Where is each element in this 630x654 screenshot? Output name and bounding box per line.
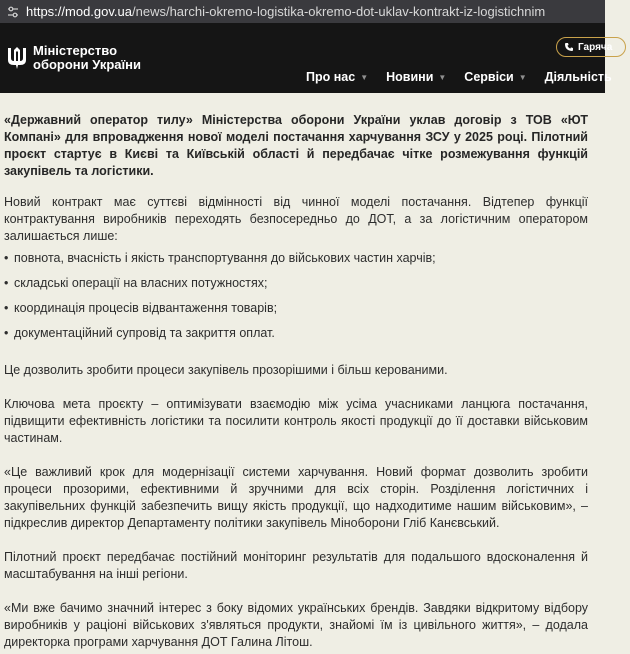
url-host: https://mod.gov.ua bbox=[26, 4, 132, 19]
nav-item-services[interactable] bbox=[464, 70, 526, 84]
chevron-down-icon: ▼ bbox=[518, 72, 527, 82]
nav-item-activity[interactable] bbox=[545, 70, 612, 84]
chevron-down-icon: ▼ bbox=[438, 72, 447, 82]
nav-item-about[interactable] bbox=[306, 70, 368, 84]
main-nav bbox=[306, 70, 630, 90]
logistics-duties-list bbox=[4, 250, 588, 342]
list-item: • складські операції на власних потужностях; bbox=[4, 275, 588, 292]
article-quote: «Це важливий крок для модернізації системи харчування. Новий формат дозволить зробити процеси прозорими, ефективними й зручними для всіх сторін. Розділення логістичних і закупівельних функцій забезпечить вищу якість продукції, що надходитиме нашим військовим», – підкреслив директор Департаменту політики закупівель Міноборони Гліб Канєвський. bbox=[4, 465, 588, 530]
site-brand[interactable] bbox=[33, 44, 141, 72]
list-item: • повнота, вчасність і якість транспортування до військових частин харчів; bbox=[4, 250, 588, 267]
nav-label: Про нас bbox=[306, 70, 356, 84]
article-quote: «Ми вже бачимо значний інтерес з боку відомих українських брендів. Завдяки відкритому відбору виробників у раціоні військових з'являться продукти, знайомі їм із цивільного життя», – додала директорка програми харчування ДОТ Галина Літош. bbox=[4, 601, 588, 649]
hotline-button[interactable] bbox=[556, 37, 626, 57]
browser-address-bar[interactable] bbox=[0, 0, 605, 23]
brand-line-2: оборони України bbox=[33, 57, 142, 72]
url-path: /news/harchi-okremo-logistika-okremo-dot-uklav-kontrakt-iz-logistichnim bbox=[132, 4, 546, 19]
nav-label: Новини bbox=[386, 70, 434, 84]
nav-label: Сервіси bbox=[464, 70, 514, 84]
nav-label: Діяльність bbox=[544, 70, 612, 84]
phone-icon bbox=[564, 42, 574, 52]
brand-line-1: Міністерство bbox=[33, 43, 118, 58]
url-text[interactable] bbox=[26, 4, 545, 19]
chevron-down-icon: ▼ bbox=[360, 72, 369, 82]
article-paragraph: Ключова мета проєкту – оптимізувати взаємодію між усіма учасниками ланцюга постачання, підвищити ефективність логістики та посилити контроль якості продукції до її доставки військовим частинам. bbox=[4, 397, 588, 445]
nav-item-news[interactable] bbox=[386, 70, 446, 84]
article-lead: «Державний оператор тилу» Міністерства оборони України уклав договір з ТОВ «ЮТ Компані» для впровадження нової моделі постачання харчування ЗСУ у 2025 році. Пілотний проєкт стартує в Києві та Київській області й передбачає чітке розмежування функцій закупівель та логістики. bbox=[4, 113, 588, 178]
list-item: • документаційний супровід та закриття оплат. bbox=[4, 325, 588, 342]
tune-icon[interactable] bbox=[6, 5, 20, 19]
article-body bbox=[0, 93, 605, 651]
trident-logo-icon[interactable] bbox=[6, 46, 28, 70]
hotline-label: Гаряча bbox=[578, 41, 613, 53]
site-header bbox=[0, 23, 613, 93]
article-paragraph: Це дозволить зробити процеси закупівель прозорішими і більш керованими. bbox=[4, 363, 448, 377]
list-item: • координація процесів відвантаження товарів; bbox=[4, 300, 588, 317]
article-paragraph: Пілотний проєкт передбачає постійний моніторинг результатів для подальшого вдосконалення й масштабування на інші регіони. bbox=[4, 550, 588, 581]
article-paragraph: Новий контракт має суттєві відмінності від чинної моделі постачання. Відтепер функції контрактування виробників переходять безпосередньо до ДОТ, а за логістичним оператором залишається лише: bbox=[4, 195, 588, 243]
